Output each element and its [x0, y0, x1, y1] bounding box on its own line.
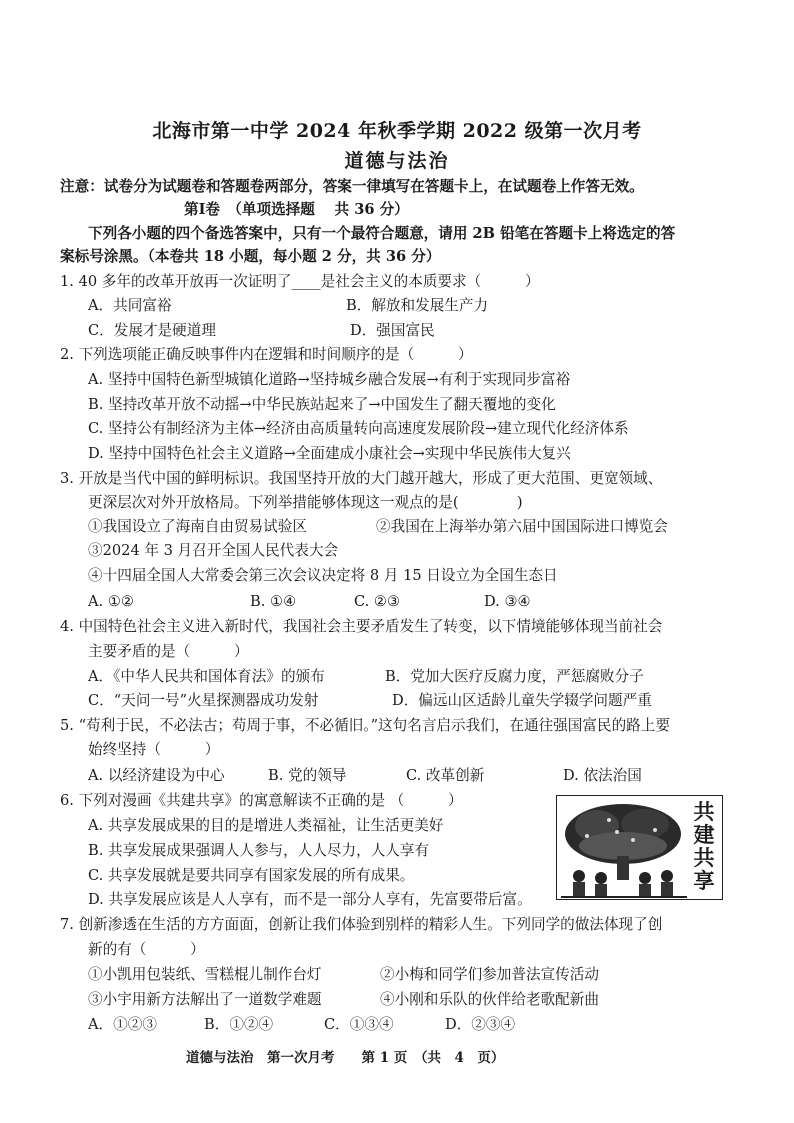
q7-statement-3: ③小宇用新方法解出了一道数学难题 [88, 991, 322, 1008]
q4-option-b: B．党加大医疗反腐力度，严惩腐败分子 [385, 668, 644, 685]
q7-option-c: C．①③④ [324, 1016, 394, 1033]
q3-option-b: B. ①④ [250, 593, 297, 610]
q2-option-b: B. 坚持改革开放不动摇→中华民族站起来了→中国发生了翻天覆地的变化 [88, 396, 556, 413]
q6-option-a: A. 共享发展成果的目的是增进人类福祉，让生活更美好 [88, 817, 444, 834]
q6-option-c: C. 共享发展就是要共同享有国家发展的所有成果。 [88, 867, 415, 884]
q6-option-b: B. 共享发展成果强调人人参与，人人尽力，人人享有 [88, 842, 430, 859]
q1-option-c: C．发展才是硬道理 [88, 322, 216, 339]
q5-option-a: A. 以经济建设为中心 [88, 767, 225, 784]
section-heading: 第Ⅰ卷 （单项选择题 共 36 分） [184, 201, 409, 218]
q6-option-d: D. 共享发展应该是人人享有，而不是一部分人享有，先富要带后富。 [88, 891, 532, 908]
q3-statement-4: ④十四届全国人大常委会第三次会议决定将 8 月 15 日设立为全国生态日 [88, 567, 558, 584]
q3-statement-3: ③2024 年 3 月召开全国人民代表大会 [88, 542, 339, 559]
q2-option-a: A. 坚持中国特色新型城镇化道路→坚持城乡融合发展→有利于实现同步富裕 [88, 371, 571, 388]
q1-option-d: D．强国富民 [350, 322, 435, 339]
q3-statement-1: ①我国设立了海南自由贸易试验区 [88, 518, 307, 535]
q7-option-a: A．①②③ [88, 1016, 157, 1033]
page-footer: 道德与法治 第一次月考 第 1 页 （共 4 页） [186, 1050, 505, 1066]
notice: 注意：试卷分为试题卷和答题卷两部分，答案一律填写在答题卡上，在试题卷上作答无效。 [60, 178, 644, 195]
subject-title: 道德与法治 [344, 150, 450, 172]
q4-stem-2: 主要矛盾的是（ ） [88, 643, 249, 660]
cartoon-image [556, 795, 723, 900]
q5-option-d: D. 依法治国 [563, 767, 642, 784]
q3-option-d: D. ③④ [484, 593, 531, 610]
intro-line-2: 案标号涂黑。（本卷共 18 小题，每小题 2 分，共 36 分） [60, 248, 441, 265]
q7-option-b: B．①②④ [204, 1016, 274, 1033]
q4-stem-1: 4. 中国特色社会主义进入新时代，我国社会主要矛盾发生了转变，以下情境能够体现当前社会 [60, 618, 663, 635]
q5-stem-1: 5. “苟利于民，不必法古；苟周于事，不必循旧。”这句名言启示我们，在通往强国富民的路上要 [60, 717, 670, 734]
q2-stem: 2. 下列选项能正确反映事件内在逻辑和时间顺序的是（ ） [60, 346, 473, 363]
q7-statement-2: ②小梅和同学们参加普法宣传活动 [380, 966, 599, 983]
q3-option-c: C. ②③ [354, 593, 401, 610]
q5-stem-2: 始终坚持（ ） [88, 741, 220, 758]
q3-stem-2: 更深层次对外开放格局。下列举措能够体现这一观点的是( ) [88, 494, 523, 511]
cartoon-caption: 共建共享 [693, 799, 715, 893]
q2-option-c: C. 坚持公有制经济为主体→经济由高质量转向高速度发展阶段→建立现代化经济体系 [88, 420, 629, 437]
q3-option-a: A. ①② [88, 593, 134, 610]
q7-option-d: D．②③④ [445, 1016, 516, 1033]
q7-statement-1: ①小凯用包装纸、雪糕棍儿制作台灯 [88, 966, 322, 983]
q7-stem-1: 7. 创新渗透在生活的方方面面，创新让我们体验到别样的精彩人生。下列同学的做法体现了创 [60, 916, 663, 933]
q3-statement-2: ②我国在上海举办第六届中国国际进口博览会 [376, 518, 668, 535]
q7-stem-2: 新的有（ ） [88, 941, 205, 958]
q1-option-a: A．共同富裕 [88, 297, 172, 314]
intro-line-1: 下列各小题的四个备选答案中，只有一个最符合题意，请用 2B 铅笔在答题卡上将选定的答 [88, 225, 676, 242]
q4-option-c: C．“天问一号”火星探测器成功发射 [88, 692, 319, 709]
q4-option-a: A．《中华人民共和国体育法》的颁布 [88, 668, 325, 685]
q2-option-d: D. 坚持中国特色社会主义道路→全面建成小康社会→实现中华民族伟大复兴 [88, 445, 571, 462]
q4-option-d: D．偏远山区适龄儿童失学辍学问题严重 [392, 692, 652, 709]
q3-stem-1: 3. 开放是当代中国的鲜明标识。我国坚持开放的大门越开越大，形成了更大范围、更宽领域、 [60, 470, 663, 487]
q5-option-c: C. 改革创新 [406, 767, 485, 784]
q1-option-b: B．解放和发展生产力 [346, 297, 489, 314]
q1-stem: 1. 40 多年的改革开放再一次证明了____是社会主义的本质要求（ ） [60, 273, 540, 290]
exam-title: 北海市第一中学 2024 年秋季学期 2022 级第一次月考 [152, 120, 642, 142]
q6-stem: 6. 下列对漫画《共建共享》的寓意解读不正确的是 （ ） [60, 792, 463, 809]
q7-statement-4: ④小刚和乐队的伙伴给老歌配新曲 [380, 991, 599, 1008]
q5-option-b: B. 党的领导 [268, 767, 347, 784]
